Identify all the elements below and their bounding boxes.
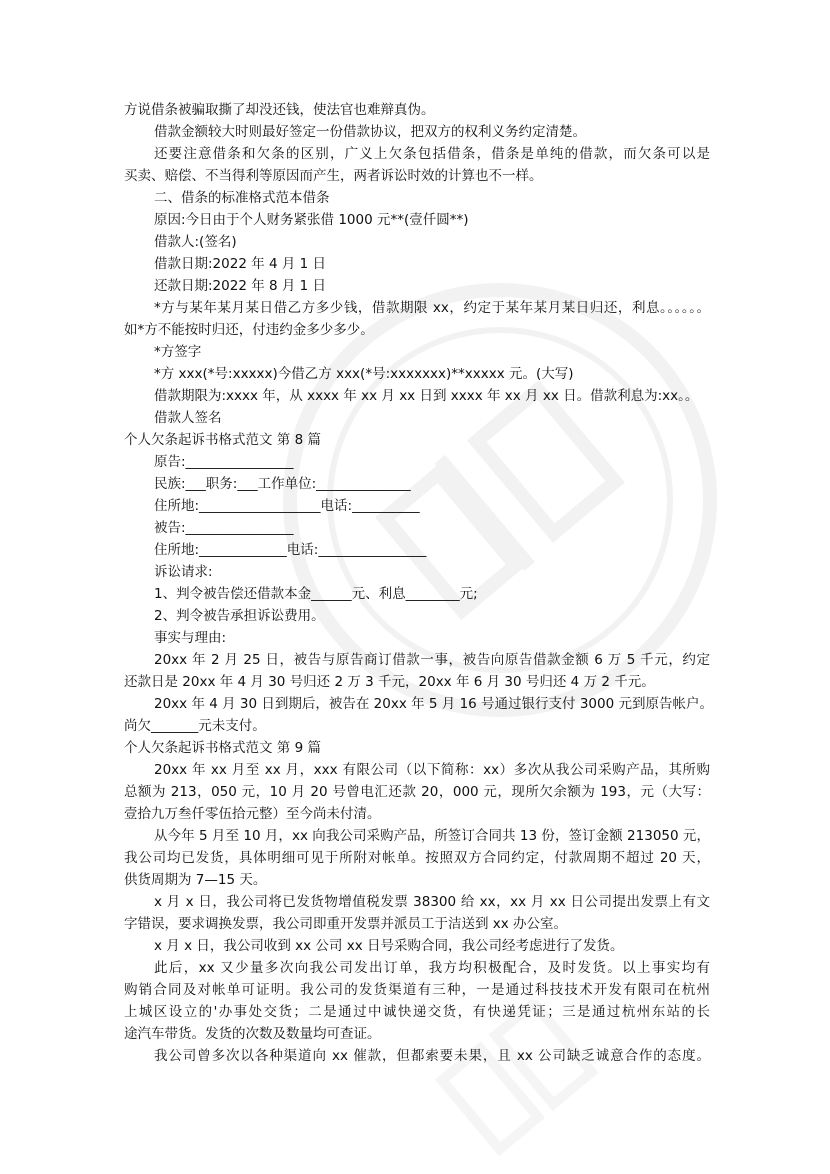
text-line: x 月 x 日，我公司将已发货物增值税发票 38300 给 xx，xx 月 xx 日公司提出发票上有文 <box>154 894 710 910</box>
text-line: 壹拾九万叁仟零伍拾元整）至今尚未付清。 <box>124 806 381 822</box>
text-line: 还款日是 20xx 年 4 月 30 号归还 2 万 3 千元，20xx 年 6 月 30 号归还 4 万 2 千元。 <box>124 674 655 690</box>
text-line: *方 xxx(*号:xxxxx)今借乙方 xxx(*号:xxxxxxx)**xxxxx 元。(大写) <box>154 366 574 382</box>
text-line: 购销合同及对帐单可证明。我公司的发货渠道有三种，一是通过科技技术开发有限司在杭州 <box>124 982 710 998</box>
text-line: 民族:___职务:___工作单位:______________ <box>154 476 411 492</box>
text-line: 还要注意借条和欠条的区别，广义上欠条包括借条，借条是单纯的借款，而欠条可以是 <box>154 146 710 162</box>
document-body <box>124 99 713 1067</box>
text-line: 方说借条被骗取撕了却没还钱，使法官也难辩真伪。 <box>124 102 435 118</box>
text-line: 我公司曾多次以各种渠道向 xx 催款，但都索要未果，且 xx 公司缺乏诚意合作的态度。 <box>154 1048 710 1064</box>
text-line: *方与某年某月某日借乙方多少钱，借款期限 xx，约定于某年某月某日归还，利息。。。。。。 <box>154 300 710 316</box>
text-line: 上城区设立的'办事处交货；二是通过中诚快递交货，有快递凭证；三是通过杭州东站的长 <box>124 1004 710 1020</box>
text-line: 尚欠_______元未支付。 <box>124 718 266 734</box>
text-line: 住所地:_____________电话:________________ <box>154 542 427 558</box>
text-line: 买卖、赔偿、不当得利等原因而产生，两者诉讼时效的计算也不一样。 <box>124 168 543 184</box>
text-line: 借款人签名 <box>154 410 222 426</box>
text-line: 原因:今日由于个人财务紧张借 1000 元**(壹仟圆**) <box>154 212 469 228</box>
text-line: *方签字 <box>154 344 202 360</box>
text-line: 从今年 5 月至 10 月，xx 向我公司采购产品，所签订合同共 13 份，签订金额 213050 元， <box>154 828 710 844</box>
text-line: 字错误，要求调换发票，我公司即重开发票并派员工于洁送到 xx 办公室。 <box>124 916 568 932</box>
text-line: 事实与理由: <box>154 630 227 646</box>
text-line: 被告:________________ <box>154 520 294 536</box>
text-line: 借款人:(签名) <box>154 234 237 250</box>
text-line: 诉讼请求: <box>154 564 213 580</box>
text-line: 20xx 年 2 月 25 日，被告与原告商订借款一事，被告向原告借款金额 6 万 5 千元，约定 <box>154 652 710 668</box>
text-line: x 月 x 日，我公司收到 xx 公司 xx 日号采购合同，我公司经考虑进行了发货。 <box>154 938 624 954</box>
text-line: 20xx 年 xx 月至 xx 月，xxx 有限公司（以下简称：xx）多次从我公司采购产品，其所购 <box>154 762 710 778</box>
text-line: 还款日期:2022 年 8 月 1 日 <box>154 278 327 294</box>
text-line: 我公司均已发货，具体明细可见于所附对帐单。按照双方合同约定，付款周期不超过 20 天， <box>124 850 710 866</box>
text-line: 二、借条的标准格式范本借条 <box>154 190 330 206</box>
text-line: 如*方不能按时归还，付违约金多少多少。 <box>124 322 374 338</box>
text-line: 借款金额较大时则最好签定一份借款协议，把双方的权利义务约定清楚。 <box>154 124 586 140</box>
text-line: 途汽车带货。发货的次数及数量均可查证。 <box>124 1026 381 1042</box>
text-line: 供货周期为 7—15 天。 <box>124 872 267 888</box>
text-line: 个人欠条起诉书格式范文 第 8 篇 <box>124 432 321 448</box>
text-line: 个人欠条起诉书格式范文 第 9 篇 <box>124 740 321 756</box>
text-line: 原告:________________ <box>154 454 294 470</box>
text-line: 1、判令被告偿还借款本金______元、利息________元; <box>154 586 478 602</box>
text-line: 住所地:__________________电话:__________ <box>154 498 420 514</box>
text-line: 总额为 213，050 元，10 月 20 号曾电汇还款 20，000 元，现所欠余额为 193，元（大写： <box>124 784 710 800</box>
text-line: 此后，xx 又少量多次向我公司发出订单，我方均积极配合，及时发货。以上事实均有 <box>154 960 710 976</box>
text-line: 借款日期:2022 年 4 月 1 日 <box>154 256 327 272</box>
text-line: 2、判令被告承担诉讼费用。 <box>154 608 325 624</box>
text-line: 借款期限为:xxxx 年，从 xxxx 年 xx 月 xx 日到 xxxx 年 xx 月 xx 日。借款利息为:xx。。 <box>154 388 699 404</box>
text-line: 20xx 年 4 月 30 日到期后，被告在 20xx 年 5 月 16 号通过银行支付 3000 元到原告帐户。 <box>154 696 713 712</box>
